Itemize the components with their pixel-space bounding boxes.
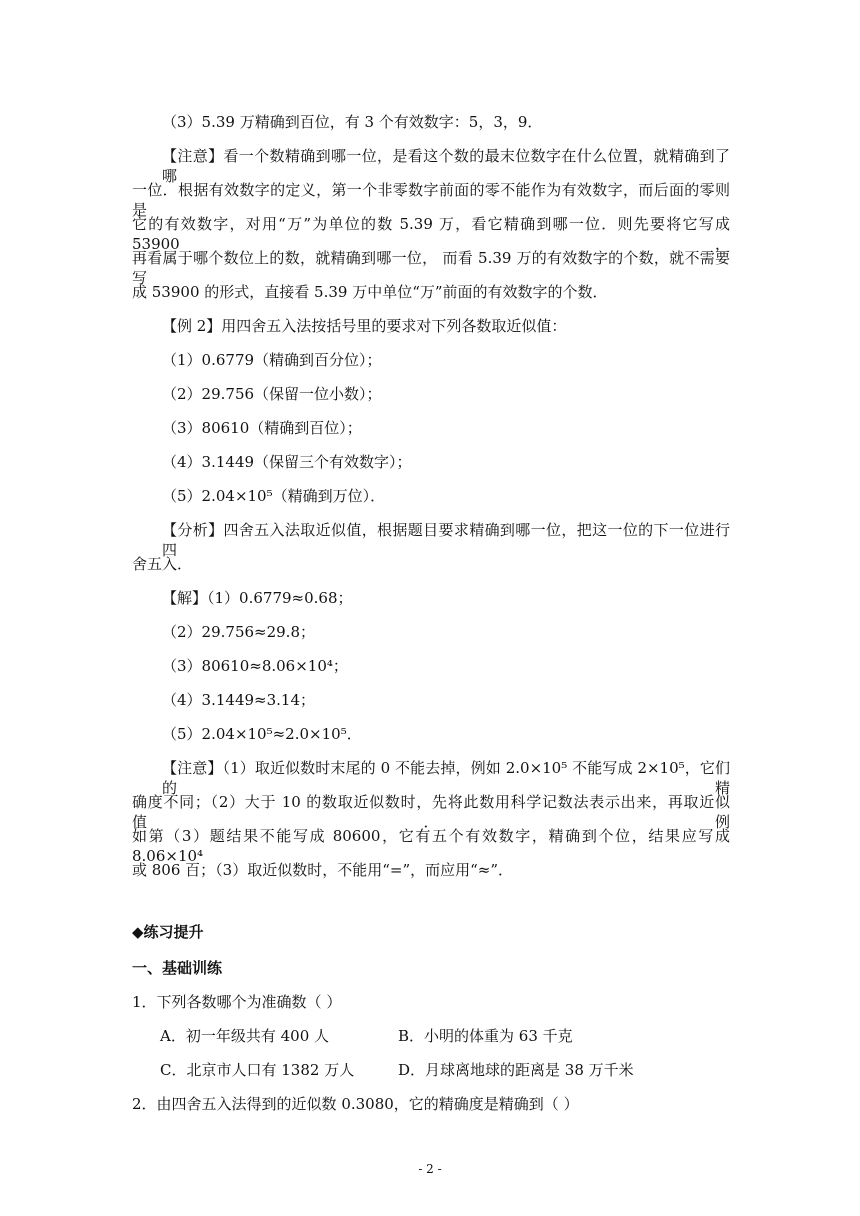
text-line: 再看属于哪个数位上的数，就精确到哪一位， 而看 5.39 万的有效数字的个数，就不需要写 [132,249,730,287]
text-line: 或 806 百；（3）取近似数时，不能用“=”，而应用“≈”． [132,861,514,879]
q1-option-d: D．月球离地球的距离是 38 万千米 [398,1061,634,1079]
example-item: （4）3.1449（保留三个有效数字）； [162,453,412,471]
analysis-line: 【分析】四舍五入法取近似值，根据题目要求精确到哪一位，把这一位的下一位进行四 [162,521,730,559]
text-line: （3）5.39 万精确到百位，有 3 个有效数字：5，3，9． [162,113,543,131]
page-number: - 2 - [418,1162,442,1176]
note-paragraph-line: 【注意】（1）取近似数时末尾的 0 不能去掉，例如 2.0×10⁵ 不能写成 2×10⁵，它们的精 [162,759,730,797]
section-title: ◆练习提升 [132,923,204,941]
text-line: 它的有效数字，对用“万”为单位的数 5.39 万，看它精确到哪一位．则先要将它写成 53900， [132,215,730,253]
note-paragraph-line: 【注意】看一个数精确到哪一位，是看这个数的最末位数字在什么位置，就精确到了哪 [162,147,730,185]
q1-option-b: B．小明的体重为 63 千克 [398,1027,573,1045]
text-line: 一位．根据有效数字的定义，第一个非零数字前面的零不能作为有效数字，而后面的零则是 [132,181,730,219]
q1-option-c: C．北京市人口有 1382 万人 [160,1061,355,1079]
question-1-stem: 1．下列各数哪个为准确数（ ） [132,993,342,1011]
text-line: 确度不同；（2）大于 10 的数取近似数时，先将此数用科学记数法表示出来，再取近似值．例 [132,793,730,831]
solution-line: （2）29.756≈29.8； [162,623,315,641]
subsection-title: 一、基础训练 [132,959,223,977]
q1-option-a: A．初一年级共有 400 人 [160,1027,329,1045]
text-line: 如第（3）题结果不能写成 80600，它有五个有效数字，精确到个位，结果应写成 8.06×10⁴ [132,827,730,865]
solution-line: （3）80610≈8.06×10⁴； [162,657,348,675]
analysis-line: 舍五入． [132,555,193,573]
example-item: （5）2.04×10⁵（精确到万位）． [162,487,386,505]
question-2-stem: 2．由四舍五入法得到的近似数 0.3080，它的精确度是精确到（ ） [132,1095,579,1113]
text-line: 成 53900 的形式，直接看 5.39 万中单位“万”前面的有效数字的个数． [132,283,608,301]
solution-line: （4）3.1449≈3.14； [162,691,315,709]
example-item: （2）29.756（保留一位小数）； [162,385,382,403]
example-heading: 【例 2】用四舍五入法按括号里的要求对下列各数取近似值： [162,317,567,335]
solution-line: （5）2.04×10⁵≈2.0×10⁵． [162,725,362,743]
example-item: （1）0.6779（精确到百分位）； [162,351,382,369]
example-item: （3）80610（精确到百位）； [162,419,362,437]
solution-line: 【解】（1）0.6779≈0.68； [162,589,353,607]
